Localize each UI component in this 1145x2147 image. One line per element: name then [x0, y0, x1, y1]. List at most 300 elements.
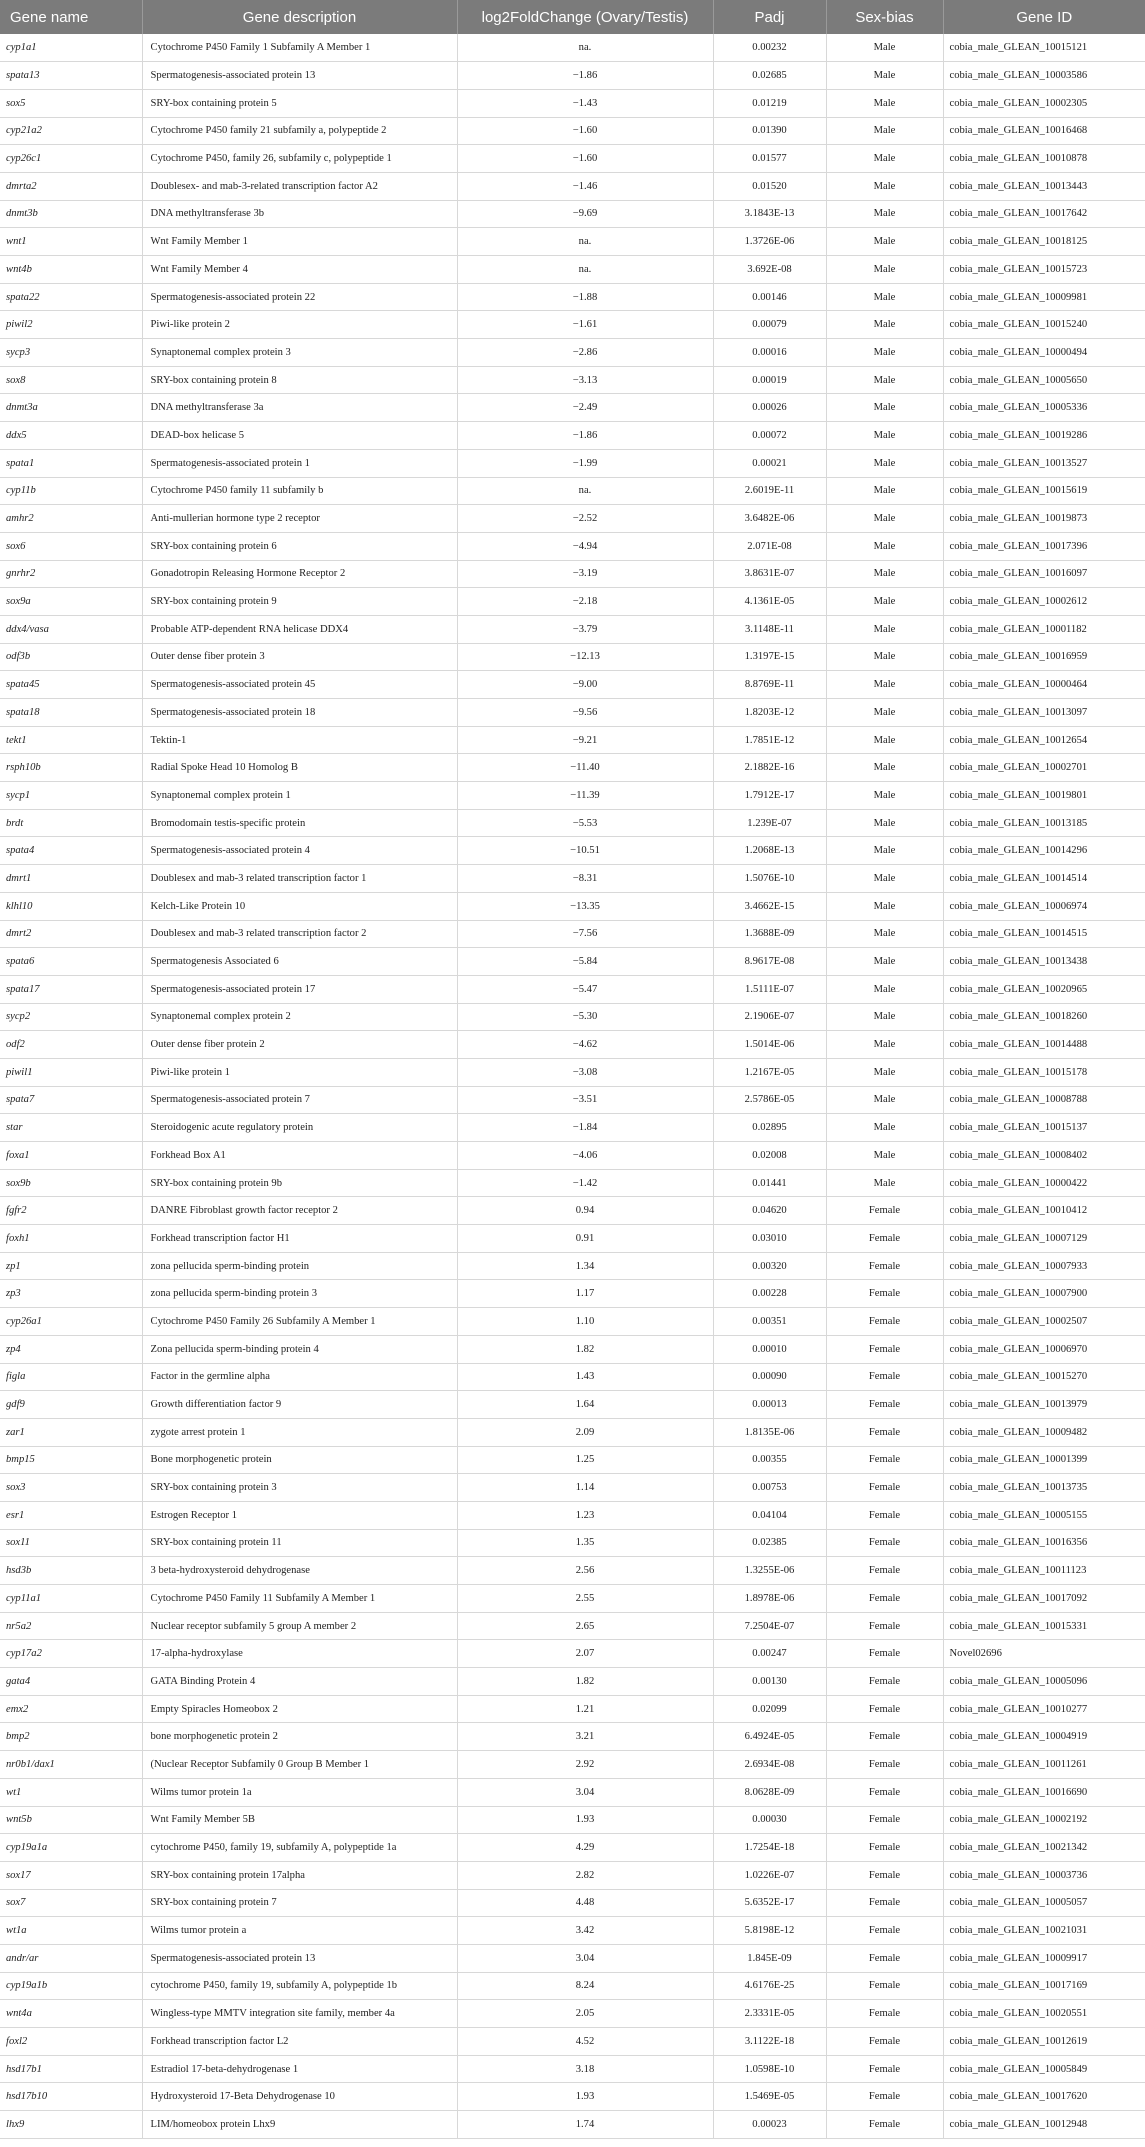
- table-row: [0, 1031, 1145, 1059]
- cell-gene-description: Cytochrome P450 family 11 subfamily b: [142, 477, 457, 505]
- table-row: [0, 1751, 1145, 1779]
- cell-padj: 0.00351: [713, 1308, 826, 1336]
- cell-log2foldchange: −3.79: [457, 615, 713, 643]
- cell-gene-description: 3 beta-hydroxysteroid dehydrogenase: [142, 1557, 457, 1585]
- cell-padj: 2.6934E-08: [713, 1751, 826, 1779]
- cell-log2foldchange: 0.94: [457, 1197, 713, 1225]
- cell-padj: 1.3197E-15: [713, 643, 826, 671]
- cell-gene-id: cobia_male_GLEAN_10011123: [943, 1557, 1145, 1585]
- cell-gene-name: sycp2: [0, 1003, 142, 1031]
- cell-gene-description: Bone morphogenetic protein: [142, 1446, 457, 1474]
- cell-gene-id: cobia_male_GLEAN_10005650: [943, 366, 1145, 394]
- table-row: [0, 1391, 1145, 1419]
- cell-sex-bias: Female: [826, 2028, 943, 2056]
- cell-padj: 1.0598E-10: [713, 2055, 826, 2083]
- cell-sex-bias: Male: [826, 892, 943, 920]
- cell-sex-bias: Female: [826, 1917, 943, 1945]
- cell-padj: 0.02385: [713, 1529, 826, 1557]
- cell-gene-name: rsph10b: [0, 754, 142, 782]
- cell-gene-description: Kelch-Like Protein 10: [142, 892, 457, 920]
- cell-gene-id: cobia_male_GLEAN_10000494: [943, 339, 1145, 367]
- cell-sex-bias: Female: [826, 1529, 943, 1557]
- cell-padj: 0.01441: [713, 1169, 826, 1197]
- cell-gene-description: Spermatogenesis-associated protein 13: [142, 1944, 457, 1972]
- cell-gene-name: zp4: [0, 1335, 142, 1363]
- cell-padj: 2.6019E-11: [713, 477, 826, 505]
- cell-log2foldchange: −2.18: [457, 588, 713, 616]
- cell-padj: 1.8203E-12: [713, 699, 826, 727]
- cell-gene-id: cobia_male_GLEAN_10017396: [943, 532, 1145, 560]
- table-row: [0, 532, 1145, 560]
- cell-gene-id: cobia_male_GLEAN_10013735: [943, 1474, 1145, 1502]
- table-row: [0, 1169, 1145, 1197]
- cell-log2foldchange: −1.84: [457, 1114, 713, 1142]
- cell-sex-bias: Male: [826, 228, 943, 256]
- cell-sex-bias: Male: [826, 89, 943, 117]
- cell-gene-name: gdf9: [0, 1391, 142, 1419]
- table-row: [0, 1252, 1145, 1280]
- cell-padj: 0.00130: [713, 1668, 826, 1696]
- cell-sex-bias: Male: [826, 1058, 943, 1086]
- cell-gene-name: amhr2: [0, 505, 142, 533]
- cell-gene-id: cobia_male_GLEAN_10002192: [943, 1806, 1145, 1834]
- cell-log2foldchange: −4.94: [457, 532, 713, 560]
- cell-padj: 0.01219: [713, 89, 826, 117]
- cell-padj: 3.692E-08: [713, 256, 826, 284]
- cell-gene-id: cobia_male_GLEAN_10006974: [943, 892, 1145, 920]
- cell-gene-name: fgfr2: [0, 1197, 142, 1225]
- cell-gene-description: DEAD-box helicase 5: [142, 422, 457, 450]
- cell-gene-name: piwil1: [0, 1058, 142, 1086]
- cell-gene-id: cobia_male_GLEAN_10013438: [943, 948, 1145, 976]
- cell-gene-description: Forkhead transcription factor H1: [142, 1225, 457, 1253]
- cell-gene-id: cobia_male_GLEAN_10007900: [943, 1280, 1145, 1308]
- cell-log2foldchange: −2.86: [457, 339, 713, 367]
- table-row: [0, 671, 1145, 699]
- cell-log2foldchange: na.: [457, 34, 713, 62]
- cell-sex-bias: Female: [826, 1612, 943, 1640]
- cell-sex-bias: Male: [826, 560, 943, 588]
- cell-gene-name: cyp26a1: [0, 1308, 142, 1336]
- cell-sex-bias: Female: [826, 1861, 943, 1889]
- cell-log2foldchange: 1.10: [457, 1308, 713, 1336]
- cell-log2foldchange: −9.69: [457, 200, 713, 228]
- table-row: [0, 1142, 1145, 1170]
- cell-sex-bias: Female: [826, 1640, 943, 1668]
- cell-log2foldchange: 1.64: [457, 1391, 713, 1419]
- cell-padj: 0.02008: [713, 1142, 826, 1170]
- cell-gene-id: cobia_male_GLEAN_10017092: [943, 1585, 1145, 1613]
- table-row: [0, 1889, 1145, 1917]
- cell-log2foldchange: 1.35: [457, 1529, 713, 1557]
- cell-log2foldchange: −3.19: [457, 560, 713, 588]
- cell-padj: 3.8631E-07: [713, 560, 826, 588]
- cell-log2foldchange: −13.35: [457, 892, 713, 920]
- table-row: [0, 283, 1145, 311]
- cell-gene-description: Spermatogenesis-associated protein 18: [142, 699, 457, 727]
- cell-log2foldchange: 3.21: [457, 1723, 713, 1751]
- cell-padj: 1.845E-09: [713, 1944, 826, 1972]
- cell-gene-description: SRY-box containing protein 9b: [142, 1169, 457, 1197]
- cell-gene-description: DANRE Fibroblast growth factor receptor 2: [142, 1197, 457, 1225]
- cell-padj: 1.3726E-06: [713, 228, 826, 256]
- cell-sex-bias: Male: [826, 809, 943, 837]
- cell-padj: 1.5469E-05: [713, 2083, 826, 2111]
- cell-padj: 0.00016: [713, 339, 826, 367]
- cell-sex-bias: Female: [826, 2055, 943, 2083]
- cell-log2foldchange: 1.93: [457, 2083, 713, 2111]
- cell-padj: 8.0628E-09: [713, 1778, 826, 1806]
- cell-padj: 4.6176E-25: [713, 1972, 826, 2000]
- cell-log2foldchange: 4.52: [457, 2028, 713, 2056]
- cell-gene-description: Piwi-like protein 2: [142, 311, 457, 339]
- cell-gene-description: Bromodomain testis-specific protein: [142, 809, 457, 837]
- cell-sex-bias: Female: [826, 1280, 943, 1308]
- cell-padj: 2.1906E-07: [713, 1003, 826, 1031]
- header-gene-description: Gene description: [142, 0, 457, 34]
- cell-padj: 5.8198E-12: [713, 1917, 826, 1945]
- cell-sex-bias: Male: [826, 726, 943, 754]
- table-row: [0, 699, 1145, 727]
- cell-padj: 2.3331E-05: [713, 2000, 826, 2028]
- cell-sex-bias: Male: [826, 283, 943, 311]
- cell-sex-bias: Male: [826, 505, 943, 533]
- cell-padj: 2.1882E-16: [713, 754, 826, 782]
- cell-padj: 1.3255E-06: [713, 1557, 826, 1585]
- cell-padj: 0.00030: [713, 1806, 826, 1834]
- cell-sex-bias: Male: [826, 1031, 943, 1059]
- cell-padj: 0.00026: [713, 394, 826, 422]
- cell-log2foldchange: −8.31: [457, 865, 713, 893]
- table-row: [0, 1557, 1145, 1585]
- cell-gene-id: cobia_male_GLEAN_10021031: [943, 1917, 1145, 1945]
- cell-sex-bias: Female: [826, 2083, 943, 2111]
- cell-padj: 1.0226E-07: [713, 1861, 826, 1889]
- cell-gene-name: sox5: [0, 89, 142, 117]
- cell-sex-bias: Female: [826, 2000, 943, 2028]
- cell-log2foldchange: 1.14: [457, 1474, 713, 1502]
- cell-gene-id: cobia_male_GLEAN_10020965: [943, 975, 1145, 1003]
- cell-gene-description: Spermatogenesis-associated protein 1: [142, 449, 457, 477]
- cell-log2foldchange: na.: [457, 228, 713, 256]
- cell-gene-name: sox6: [0, 532, 142, 560]
- table-header: [0, 0, 1145, 34]
- cell-gene-id: cobia_male_GLEAN_10018260: [943, 1003, 1145, 1031]
- cell-gene-description: SRY-box containing protein 9: [142, 588, 457, 616]
- cell-gene-description: (Nuclear Receptor Subfamily 0 Group B Member 1: [142, 1751, 457, 1779]
- cell-log2foldchange: −5.84: [457, 948, 713, 976]
- cell-gene-id: cobia_male_GLEAN_10001182: [943, 615, 1145, 643]
- cell-gene-name: wnt5b: [0, 1806, 142, 1834]
- cell-gene-name: foxa1: [0, 1142, 142, 1170]
- cell-gene-id: cobia_male_GLEAN_10019801: [943, 782, 1145, 810]
- cell-gene-name: spata4: [0, 837, 142, 865]
- cell-gene-id: cobia_male_GLEAN_10009981: [943, 283, 1145, 311]
- cell-gene-description: Spermatogenesis-associated protein 7: [142, 1086, 457, 1114]
- cell-gene-id: cobia_male_GLEAN_10007933: [943, 1252, 1145, 1280]
- cell-padj: 0.00072: [713, 422, 826, 450]
- cell-gene-name: foxh1: [0, 1225, 142, 1253]
- cell-sex-bias: Female: [826, 1225, 943, 1253]
- cell-log2foldchange: −11.39: [457, 782, 713, 810]
- cell-padj: 1.7912E-17: [713, 782, 826, 810]
- cell-padj: 3.1148E-11: [713, 615, 826, 643]
- cell-gene-id: cobia_male_GLEAN_10020551: [943, 2000, 1145, 2028]
- cell-gene-name: sox11: [0, 1529, 142, 1557]
- cell-sex-bias: Female: [826, 1778, 943, 1806]
- cell-gene-id: cobia_male_GLEAN_10013527: [943, 449, 1145, 477]
- cell-log2foldchange: −11.40: [457, 754, 713, 782]
- cell-padj: 0.00079: [713, 311, 826, 339]
- table-row: [0, 477, 1145, 505]
- cell-sex-bias: Female: [826, 1197, 943, 1225]
- cell-gene-id: cobia_male_GLEAN_10013979: [943, 1391, 1145, 1419]
- cell-gene-id: cobia_male_GLEAN_10009917: [943, 1944, 1145, 1972]
- cell-log2foldchange: 2.65: [457, 1612, 713, 1640]
- cell-padj: 0.03010: [713, 1225, 826, 1253]
- cell-gene-name: spata13: [0, 62, 142, 90]
- cell-sex-bias: Male: [826, 754, 943, 782]
- cell-gene-description: bone morphogenetic protein 2: [142, 1723, 457, 1751]
- table-row: [0, 643, 1145, 671]
- cell-sex-bias: Male: [826, 339, 943, 367]
- cell-log2foldchange: −3.51: [457, 1086, 713, 1114]
- cell-log2foldchange: −4.06: [457, 1142, 713, 1170]
- cell-sex-bias: Male: [826, 200, 943, 228]
- cell-padj: 0.00320: [713, 1252, 826, 1280]
- cell-log2foldchange: −10.51: [457, 837, 713, 865]
- cell-gene-id: cobia_male_GLEAN_10015137: [943, 1114, 1145, 1142]
- table-row: [0, 1058, 1145, 1086]
- cell-gene-description: SRY-box containing protein 7: [142, 1889, 457, 1917]
- cell-log2foldchange: −1.88: [457, 283, 713, 311]
- header-gene-id: Gene ID: [1016, 8, 1073, 26]
- cell-log2foldchange: 1.82: [457, 1668, 713, 1696]
- table-row: [0, 837, 1145, 865]
- cell-gene-name: dmrt1: [0, 865, 142, 893]
- cell-gene-description: Synaptonemal complex protein 3: [142, 339, 457, 367]
- table-row: [0, 366, 1145, 394]
- cell-gene-description: Zona pellucida sperm-binding protein 4: [142, 1335, 457, 1363]
- cell-gene-id: cobia_male_GLEAN_10015331: [943, 1612, 1145, 1640]
- cell-gene-id: cobia_male_GLEAN_10014514: [943, 865, 1145, 893]
- cell-gene-name: dnmt3a: [0, 394, 142, 422]
- cell-gene-id: cobia_male_GLEAN_10016690: [943, 1778, 1145, 1806]
- table-row: [0, 62, 1145, 90]
- cell-log2foldchange: 2.56: [457, 1557, 713, 1585]
- cell-gene-description: DNA methyltransferase 3b: [142, 200, 457, 228]
- table-row: [0, 1474, 1145, 1502]
- table-row: [0, 394, 1145, 422]
- cell-gene-name: ddx4/vasa: [0, 615, 142, 643]
- cell-padj: 1.8978E-06: [713, 1585, 826, 1613]
- cell-log2foldchange: −1.86: [457, 62, 713, 90]
- cell-sex-bias: Female: [826, 1806, 943, 1834]
- cell-padj: 0.00355: [713, 1446, 826, 1474]
- cell-log2foldchange: 2.07: [457, 1640, 713, 1668]
- cell-gene-id: cobia_male_GLEAN_10007129: [943, 1225, 1145, 1253]
- cell-gene-description: Wilms tumor protein 1a: [142, 1778, 457, 1806]
- cell-log2foldchange: 3.18: [457, 2055, 713, 2083]
- cell-gene-name: gnrhr2: [0, 560, 142, 588]
- cell-gene-description: cytochrome P450, family 19, subfamily A, polypeptide 1b: [142, 1972, 457, 2000]
- cell-sex-bias: Female: [826, 1308, 943, 1336]
- cell-sex-bias: Male: [826, 643, 943, 671]
- cell-log2foldchange: −5.30: [457, 1003, 713, 1031]
- table-row: [0, 1363, 1145, 1391]
- table-row: [0, 1086, 1145, 1114]
- cell-gene-id: cobia_male_GLEAN_10010277: [943, 1695, 1145, 1723]
- cell-gene-name: odf2: [0, 1031, 142, 1059]
- cell-sex-bias: Male: [826, 837, 943, 865]
- table-row: [0, 1640, 1145, 1668]
- cell-gene-name: spata45: [0, 671, 142, 699]
- cell-sex-bias: Male: [826, 948, 943, 976]
- cell-gene-description: Spermatogenesis-associated protein 22: [142, 283, 457, 311]
- cell-log2foldchange: 1.74: [457, 2111, 713, 2139]
- header-gene-name: Gene name: [0, 0, 142, 34]
- table-row: [0, 1446, 1145, 1474]
- table-row: [0, 1612, 1145, 1640]
- cell-gene-id: cobia_male_GLEAN_10012619: [943, 2028, 1145, 2056]
- cell-log2foldchange: −2.49: [457, 394, 713, 422]
- cell-sex-bias: Female: [826, 2111, 943, 2139]
- cell-gene-id: cobia_male_GLEAN_10016356: [943, 1529, 1145, 1557]
- cell-gene-description: Factor in the germline alpha: [142, 1363, 457, 1391]
- cell-gene-name: lhx9: [0, 2111, 142, 2139]
- cell-padj: 8.9617E-08: [713, 948, 826, 976]
- cell-sex-bias: Female: [826, 1972, 943, 2000]
- cell-sex-bias: Male: [826, 311, 943, 339]
- cell-gene-description: SRY-box containing protein 6: [142, 532, 457, 560]
- cell-sex-bias: Male: [826, 671, 943, 699]
- cell-padj: 7.2504E-07: [713, 1612, 826, 1640]
- cell-sex-bias: Female: [826, 1557, 943, 1585]
- table-row: [0, 1834, 1145, 1862]
- cell-sex-bias: Female: [826, 1363, 943, 1391]
- cell-log2foldchange: 0.91: [457, 1225, 713, 1253]
- cell-padj: 0.00228: [713, 1280, 826, 1308]
- cell-gene-description: Growth differentiation factor 9: [142, 1391, 457, 1419]
- cell-log2foldchange: 3.04: [457, 1944, 713, 1972]
- cell-gene-id: cobia_male_GLEAN_10015121: [943, 34, 1145, 62]
- cell-gene-description: SRY-box containing protein 17alpha: [142, 1861, 457, 1889]
- cell-log2foldchange: 1.34: [457, 1252, 713, 1280]
- table-row: [0, 1114, 1145, 1142]
- cell-padj: 0.04620: [713, 1197, 826, 1225]
- cell-sex-bias: Male: [826, 172, 943, 200]
- table-row: [0, 975, 1145, 1003]
- cell-sex-bias: Female: [826, 1418, 943, 1446]
- cell-log2foldchange: 1.93: [457, 1806, 713, 1834]
- cell-gene-description: Nuclear receptor subfamily 5 group A member 2: [142, 1612, 457, 1640]
- cell-gene-id: cobia_male_GLEAN_10015270: [943, 1363, 1145, 1391]
- cell-sex-bias: Male: [826, 366, 943, 394]
- cell-sex-bias: Male: [826, 1114, 943, 1142]
- cell-log2foldchange: 4.29: [457, 1834, 713, 1862]
- cell-log2foldchange: −1.61: [457, 311, 713, 339]
- table-row: [0, 865, 1145, 893]
- cell-sex-bias: Male: [826, 615, 943, 643]
- cell-log2foldchange: −1.86: [457, 422, 713, 450]
- cell-gene-description: Tektin-1: [142, 726, 457, 754]
- table-row: [0, 1778, 1145, 1806]
- cell-padj: 2.071E-08: [713, 532, 826, 560]
- cell-padj: 1.239E-07: [713, 809, 826, 837]
- cell-padj: 0.00090: [713, 1363, 826, 1391]
- cell-log2foldchange: 1.43: [457, 1363, 713, 1391]
- table-row: [0, 2000, 1145, 2028]
- cell-padj: 5.6352E-17: [713, 1889, 826, 1917]
- cell-gene-id: cobia_male_GLEAN_10016097: [943, 560, 1145, 588]
- cell-gene-description: Empty Spiracles Homeobox 2: [142, 1695, 457, 1723]
- cell-gene-name: nr5a2: [0, 1612, 142, 1640]
- cell-gene-id: cobia_male_GLEAN_10015619: [943, 477, 1145, 505]
- cell-gene-description: Doublesex and mab-3 related transcription factor 1: [142, 865, 457, 893]
- cell-padj: 0.02685: [713, 62, 826, 90]
- cell-gene-id: cobia_male_GLEAN_10000422: [943, 1169, 1145, 1197]
- table-row: [0, 948, 1145, 976]
- cell-sex-bias: Male: [826, 532, 943, 560]
- cell-gene-name: sycp3: [0, 339, 142, 367]
- cell-padj: 1.5014E-06: [713, 1031, 826, 1059]
- cell-gene-id: cobia_male_GLEAN_10004919: [943, 1723, 1145, 1751]
- cell-padj: 1.2068E-13: [713, 837, 826, 865]
- cell-gene-name: zp1: [0, 1252, 142, 1280]
- cell-gene-description: Cytochrome P450 family 21 subfamily a, polypeptide 2: [142, 117, 457, 145]
- cell-sex-bias: Male: [826, 699, 943, 727]
- cell-log2foldchange: −5.53: [457, 809, 713, 837]
- header-padj: Padj: [713, 0, 826, 34]
- cell-log2foldchange: −3.13: [457, 366, 713, 394]
- cell-sex-bias: Female: [826, 1751, 943, 1779]
- cell-log2foldchange: −2.52: [457, 505, 713, 533]
- cell-gene-description: Spermatogenesis-associated protein 4: [142, 837, 457, 865]
- cell-gene-description: Wnt Family Member 5B: [142, 1806, 457, 1834]
- table-row: [0, 809, 1145, 837]
- cell-gene-id: cobia_male_GLEAN_10001399: [943, 1446, 1145, 1474]
- cell-gene-id: cobia_male_GLEAN_10008402: [943, 1142, 1145, 1170]
- cell-gene-description: Spermatogenesis Associated 6: [142, 948, 457, 976]
- cell-gene-name: gata4: [0, 1668, 142, 1696]
- table-row: [0, 1335, 1145, 1363]
- cell-gene-description: Doublesex and mab-3 related transcription factor 2: [142, 920, 457, 948]
- cell-padj: 1.7851E-12: [713, 726, 826, 754]
- cell-gene-description: Cytochrome P450 Family 11 Subfamily A Member 1: [142, 1585, 457, 1613]
- cell-gene-name: sycp1: [0, 782, 142, 810]
- cell-padj: 1.8135E-06: [713, 1418, 826, 1446]
- cell-gene-id: cobia_male_GLEAN_10003586: [943, 62, 1145, 90]
- cell-sex-bias: Female: [826, 1335, 943, 1363]
- cell-gene-description: Probable ATP-dependent RNA helicase DDX4: [142, 615, 457, 643]
- table-row: [0, 1861, 1145, 1889]
- cell-sex-bias: Female: [826, 1252, 943, 1280]
- cell-gene-name: emx2: [0, 1695, 142, 1723]
- cell-gene-id: cobia_male_GLEAN_10002612: [943, 588, 1145, 616]
- cell-padj: 0.00023: [713, 2111, 826, 2139]
- cell-gene-description: Synaptonemal complex protein 1: [142, 782, 457, 810]
- cell-gene-id: cobia_male_GLEAN_10017642: [943, 200, 1145, 228]
- cell-gene-description: Radial Spoke Head 10 Homolog B: [142, 754, 457, 782]
- cell-gene-description: Cytochrome P450 Family 1 Subfamily A Member 1: [142, 34, 457, 62]
- cell-gene-description: Cytochrome P450 Family 26 Subfamily A Member 1: [142, 1308, 457, 1336]
- cell-sex-bias: Male: [826, 422, 943, 450]
- cell-padj: 0.00232: [713, 34, 826, 62]
- cell-sex-bias: Male: [826, 975, 943, 1003]
- table-row: [0, 1225, 1145, 1253]
- cell-gene-name: foxl2: [0, 2028, 142, 2056]
- cell-log2foldchange: −7.56: [457, 920, 713, 948]
